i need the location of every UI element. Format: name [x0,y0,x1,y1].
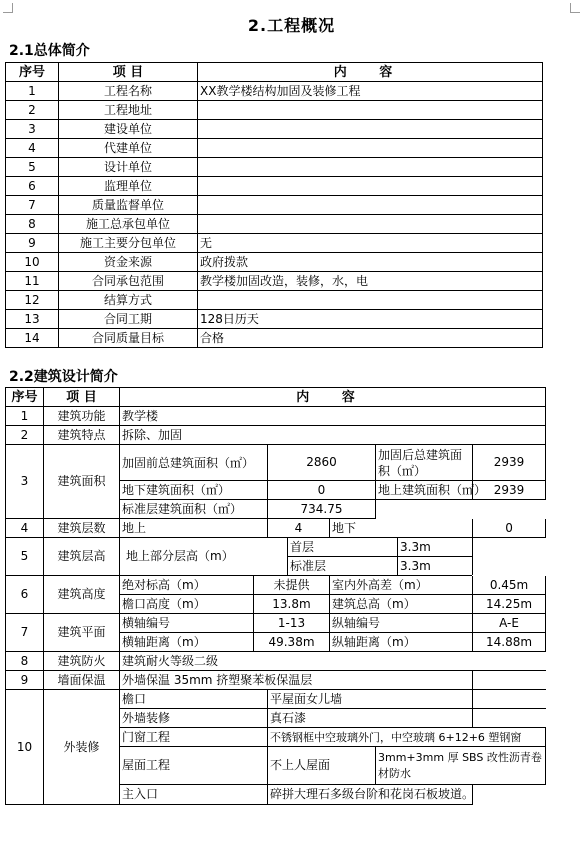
header-content: 内 容 [198,63,543,82]
standard-floor-value: 3.3m [398,557,473,576]
total-height-value: 14.25m [473,595,546,614]
vertical-distance-value: 14.88m [473,633,546,652]
standard-floor-area-label: 标准层建筑面积（㎡） [120,500,268,519]
empty-cell [473,690,546,709]
row-item: 设计单位 [59,158,198,177]
table-row [6,253,543,272]
row-no: 10 [6,253,59,272]
page-title: 2.工程概况 [247,16,336,35]
row-item: 建筑特点 [44,426,120,445]
table-row [6,272,543,291]
eave-height-label: 檐口高度（m） [120,595,254,614]
eave-height-value: 13.8m [254,595,330,614]
table-header-row [6,388,546,407]
row-item: 质量监督单位 [59,196,198,215]
underground-area-value: 0 [268,481,376,500]
eave-value: 平屋面女儿墙 [268,690,473,709]
table-row [6,614,546,633]
roof-waterproofing-value: 3mm+3mm 厚 SBS 改性沥青卷材防水 [376,747,546,785]
table-row [6,538,546,557]
row-no: 8 [6,215,59,234]
row-no: 3 [6,445,44,519]
row-no: 4 [6,139,59,158]
aboveground-area-value: 2939 [473,481,546,500]
row-item: 建筑功能 [44,407,120,426]
row-no: 2 [6,101,59,120]
row-content [198,139,543,158]
absolute-elevation-value: 未提供 [254,576,330,595]
overview-table [5,62,543,348]
floors-below-label: 地下 [330,519,473,538]
page-corner-mark [570,3,580,13]
row-content [198,291,543,310]
row-no: 1 [6,82,59,101]
total-height-label: 建筑总高（m） [330,595,473,614]
row-item: 工程名称 [59,82,198,101]
floor-height-label: 地上部分层高（m） [120,538,288,576]
vertical-distance-label: 纵轴距离（m） [330,633,473,652]
empty-cell [473,671,546,690]
header-no: 序号 [6,63,59,82]
table-row [6,329,543,348]
row-content: 128日历天 [198,310,543,329]
section-heading-overview: 2.1总体简介 [9,43,90,59]
row-no: 12 [6,291,59,310]
table-row [6,690,546,709]
row-no: 8 [6,652,44,671]
roof-type-value: 不上人屋面 [268,747,376,785]
row-no: 1 [6,407,44,426]
first-floor-label: 首层 [288,538,398,557]
horizontal-distance-value: 49.38m [254,633,330,652]
table-row [6,234,543,253]
row-item: 建设单位 [59,120,198,139]
row-item: 结算方式 [59,291,198,310]
table-row [6,120,543,139]
table-row [6,519,546,538]
row-item: 合同工期 [59,310,198,329]
doors-windows-value: 不锈钢框中空玻璃外门，中空玻璃 6+12+6 塑钢窗 [268,728,546,747]
empty-cell [473,538,546,576]
eave-label: 檐口 [120,690,268,709]
table-row [6,139,543,158]
row-no: 13 [6,310,59,329]
height-difference-value: 0.45m [473,576,546,595]
empty-cell [376,500,546,519]
section-heading-architecture: 2.2建筑设计简介 [9,369,118,385]
vertical-axis-value: A-E [473,614,546,633]
gross-area-before-value: 2860 [268,445,376,481]
exterior-wall-value: 真石漆 [268,709,473,728]
header-item: 项 目 [59,63,198,82]
table-row [6,576,546,595]
row-item: 资金来源 [59,253,198,272]
gross-area-after-value: 2939 [473,445,546,481]
row-no: 6 [6,177,59,196]
table-row [6,291,543,310]
header-no: 序号 [6,388,44,407]
table-row [6,215,543,234]
row-no: 9 [6,234,59,253]
table-row [6,196,543,215]
row-item: 合同承包范围 [59,272,198,291]
row-item: 合同质量目标 [59,329,198,348]
floors-above-value: 4 [268,519,330,538]
row-no: 4 [6,519,44,538]
header-content: 内 容 [120,388,546,407]
table-row [6,82,543,101]
main-entrance-label: 主入口 [120,785,268,805]
row-no: 5 [6,158,59,177]
table-row [6,671,546,690]
table-row [6,177,543,196]
row-content: XX教学楼结构加固及装修工程 [198,82,543,101]
horizontal-axis-value: 1-13 [254,614,330,633]
row-content [198,196,543,215]
header-item: 项 目 [44,388,120,407]
row-item: 建筑高度 [44,576,120,614]
row-no: 14 [6,329,59,348]
roof-label: 屋面工程 [120,747,268,785]
architecture-table [5,387,546,805]
vertical-axis-label: 纵轴编号 [330,614,473,633]
row-no: 7 [6,614,44,652]
row-content: 教学楼 [120,407,546,426]
table-row [6,158,543,177]
row-content [198,177,543,196]
floors-above-label: 地上 [120,519,268,538]
row-no: 11 [6,272,59,291]
standard-floor-label: 标准层 [288,557,398,576]
row-content: 教学楼加固改造，装修，水，电 [198,272,543,291]
height-difference-label: 室内外高差（m） [330,576,473,595]
table-row [6,407,546,426]
row-item: 墙面保温 [44,671,120,690]
table-row [6,445,546,481]
row-no: 3 [6,120,59,139]
row-item: 建筑平面 [44,614,120,652]
row-item: 建筑层高 [44,538,120,576]
underground-area-label: 地下建筑面积（㎡） [120,481,268,500]
row-content: 合格 [198,329,543,348]
row-no: 2 [6,426,44,445]
row-content [198,215,543,234]
row-item: 工程地址 [59,101,198,120]
floors-below-value: 0 [473,519,546,538]
row-content: 建筑耐火等级二级 [120,652,330,671]
empty-cell [473,785,546,805]
first-floor-value: 3.3m [398,538,473,557]
table-header-row [6,63,543,82]
empty-cell [330,652,546,671]
row-no: 9 [6,671,44,690]
row-no: 10 [6,690,44,805]
row-content: 政府拨款 [198,253,543,272]
row-item: 监理单位 [59,177,198,196]
row-no: 5 [6,538,44,576]
standard-floor-area-value: 734.75 [268,500,376,519]
aboveground-area-label: 地上建筑面积（㎡） [376,481,473,500]
table-row [6,101,543,120]
table-row [6,426,546,445]
horizontal-axis-label: 横轴编号 [120,614,254,633]
row-no: 6 [6,576,44,614]
row-item: 建筑面积 [44,445,120,519]
row-item: 建筑层数 [44,519,120,538]
row-content [198,101,543,120]
main-entrance-value: 碎拼大理石多级台阶和花岗石板坡道。 [268,785,473,805]
row-content: 无 [198,234,543,253]
row-content [198,120,543,139]
gross-area-before-label: 加固前总建筑面积（㎡） [120,445,268,481]
empty-cell [473,709,546,728]
row-item: 外装修 [44,690,120,805]
table-row [6,652,546,671]
row-item: 施工总承包单位 [59,215,198,234]
row-content [198,158,543,177]
row-item: 代建单位 [59,139,198,158]
row-item: 建筑防火 [44,652,120,671]
page-corner-mark [3,3,13,13]
absolute-elevation-label: 绝对标高（m） [120,576,254,595]
doors-windows-label: 门窗工程 [120,728,268,747]
row-content: 外墙保温 35mm 挤塑聚苯板保温层 [120,671,473,690]
row-item: 施工主要分包单位 [59,234,198,253]
horizontal-distance-label: 横轴距离（m） [120,633,254,652]
row-no: 7 [6,196,59,215]
table-row [6,310,543,329]
gross-area-after-label: 加固后总建筑面积（㎡） [376,445,473,481]
row-content: 拆除、加固 [120,426,546,445]
exterior-wall-label: 外墙装修 [120,709,268,728]
